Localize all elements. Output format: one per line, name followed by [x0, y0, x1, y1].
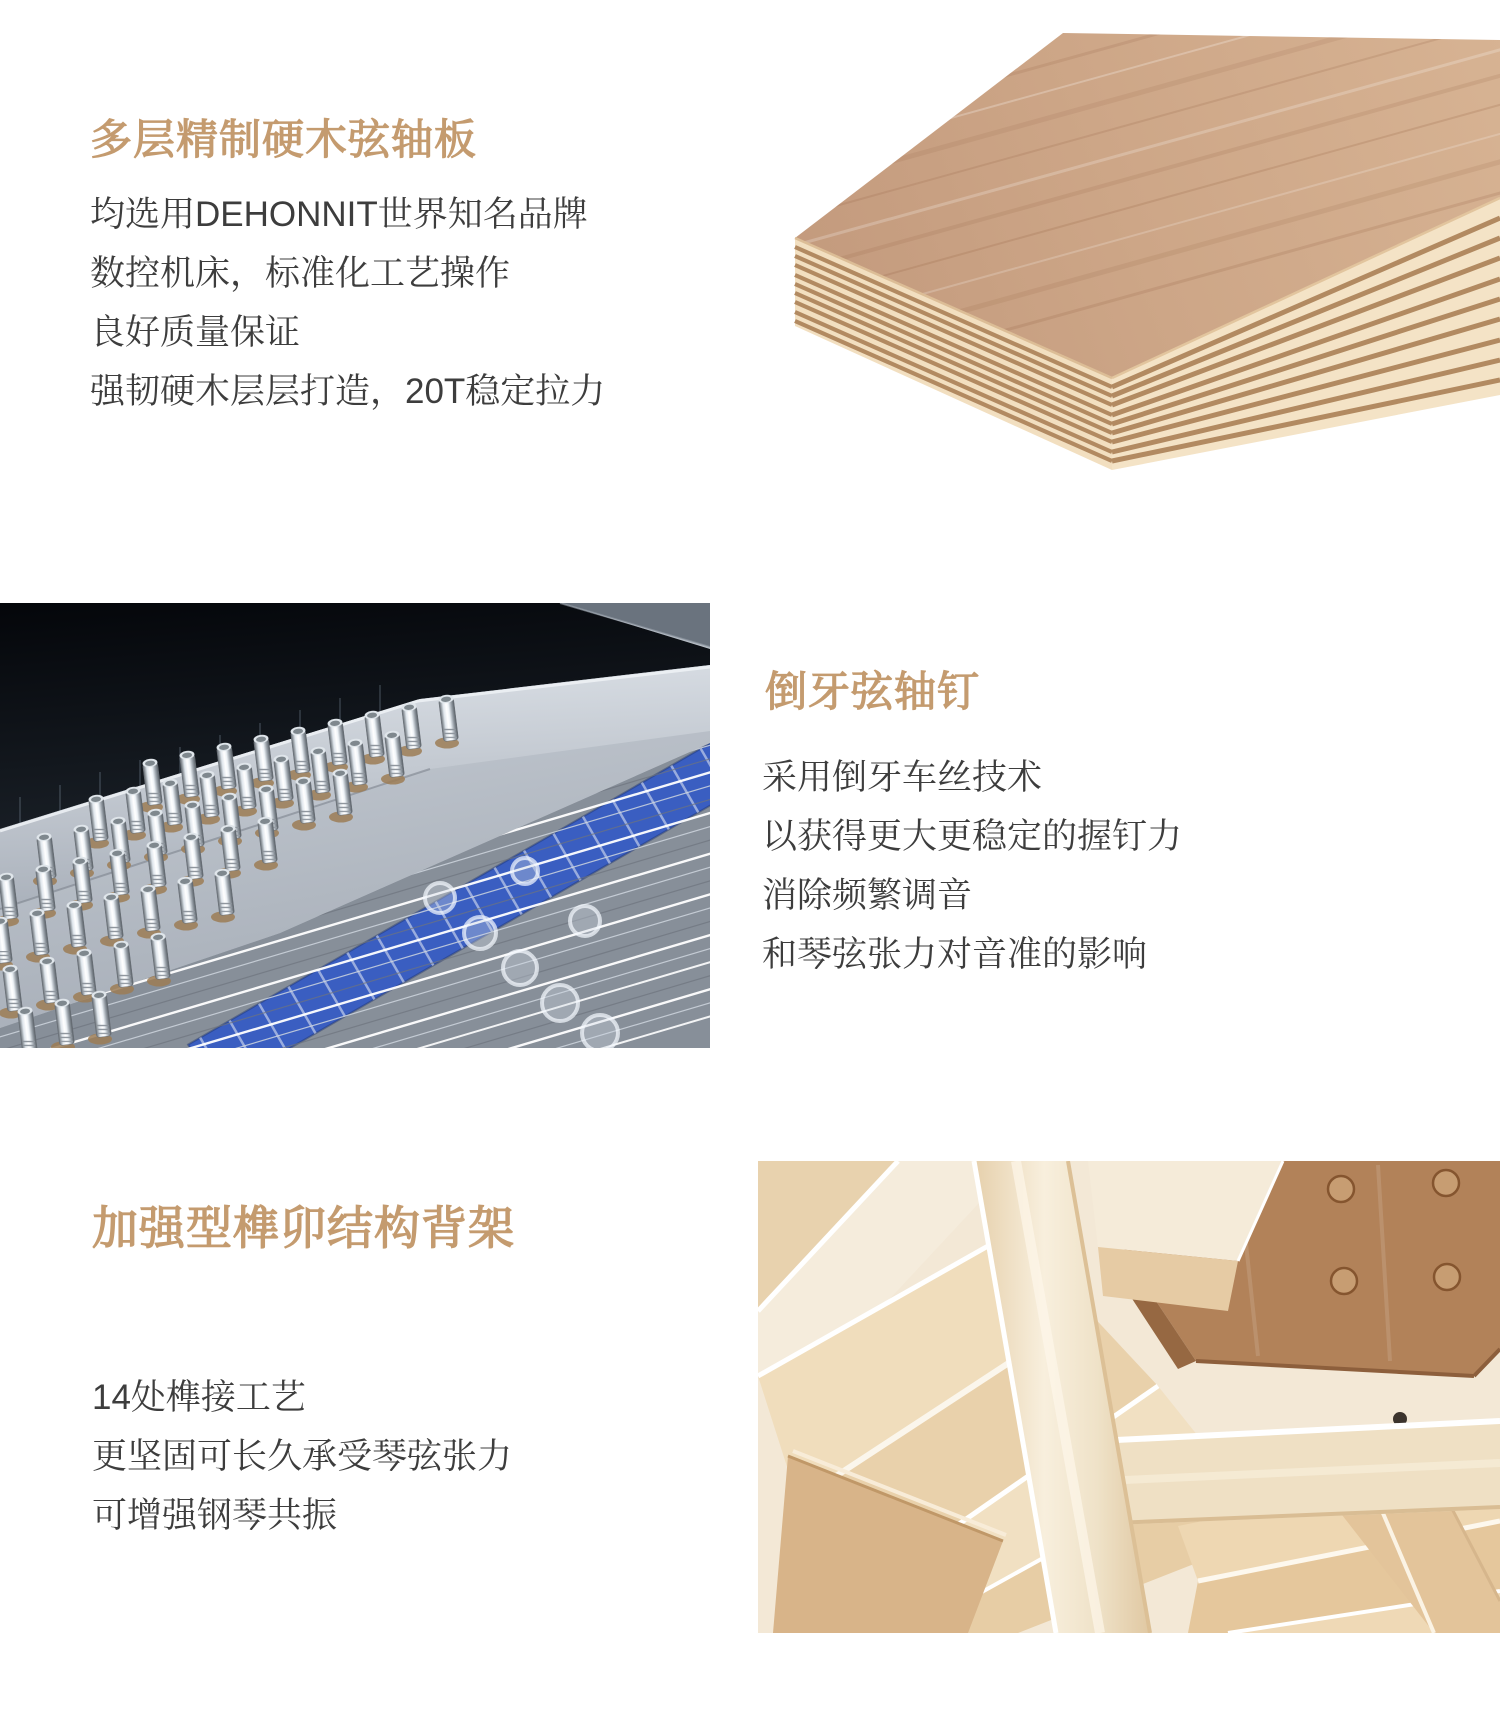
- back-frame-svg: [758, 1161, 1500, 1633]
- body-line: 消除频繁调音: [762, 876, 973, 915]
- body-line: 数控机床，标准化工艺操作: [90, 254, 511, 293]
- section-back-frame-heading: 加强型榫卯结构背架: [92, 1202, 515, 1254]
- body-line: 14处榫接工艺: [92, 1378, 306, 1417]
- section-back-frame-body: [92, 1368, 512, 1545]
- plywood-board-svg: [760, 0, 1500, 560]
- body-line: 可增强钢琴共振: [92, 1496, 338, 1535]
- body-line: 强韧硬木层层打造，20T稳定拉力: [90, 372, 606, 411]
- plywood-board-image: [760, 0, 1500, 560]
- body-line: 更坚固可长久承受琴弦张力: [92, 1437, 513, 1476]
- tuning-pins-image: [0, 603, 710, 1048]
- body-line: 和琴弦张力对音准的影响: [762, 935, 1148, 974]
- section-pinblock-body: [90, 185, 605, 421]
- body-line: 以获得更大更稳定的握钉力: [762, 817, 1183, 856]
- body-line: 采用倒牙车丝技术: [762, 758, 1043, 797]
- section-tuning-pins-body: [762, 748, 1182, 984]
- tuning-pins-svg: [0, 603, 710, 1048]
- section-pinblock-heading: 多层精制硬木弦轴板: [90, 116, 478, 163]
- section-tuning-pins-heading: 倒牙弦轴钉: [765, 668, 981, 715]
- body-line: 良好质量保证: [90, 313, 301, 352]
- body-line: 均选用DEHONNIT世界知名品牌: [90, 195, 588, 234]
- back-frame-image: [758, 1161, 1500, 1633]
